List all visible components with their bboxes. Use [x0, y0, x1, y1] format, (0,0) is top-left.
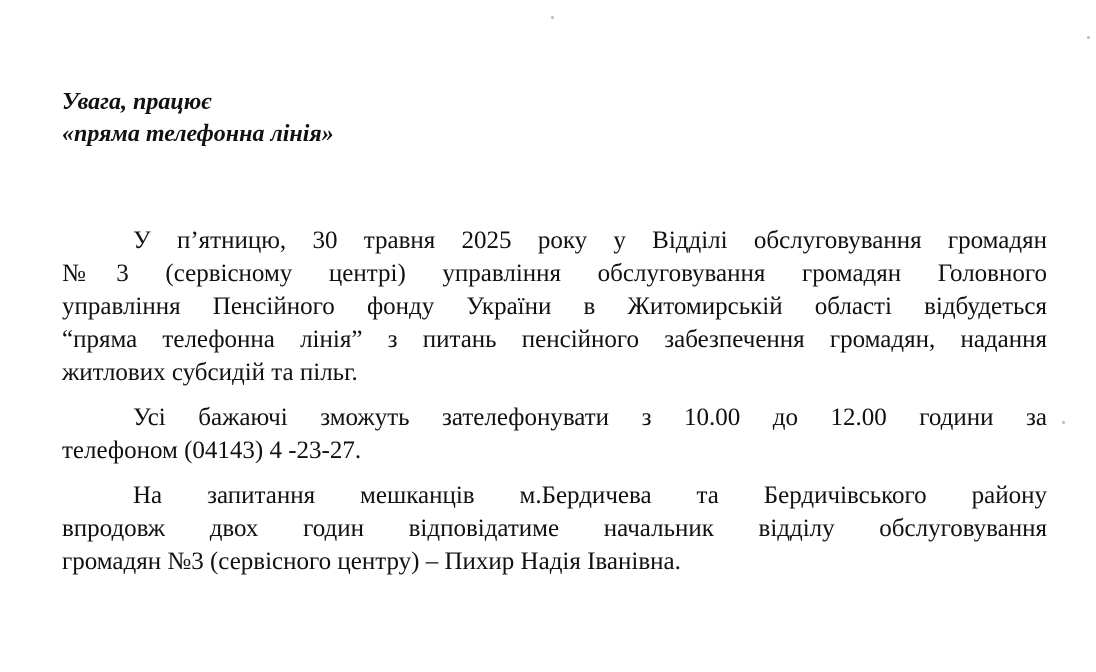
- notice-body: [62, 224, 1047, 590]
- text-line: №3 (сервісному центрі) управління обслуговування громадян Головного: [62, 260, 1047, 287]
- text-line: “пряма телефонна лінія” з питань пенсійного забезпечення громадян, надання: [62, 326, 1047, 353]
- heading-line-1: Увага, працює: [62, 89, 212, 115]
- scan-speck: [1087, 36, 1090, 39]
- paragraph-announcement: [62, 224, 1047, 389]
- text-line: У п’ятницю, 30 травня 2025 року у Відділі обслуговування громадян: [133, 227, 1047, 254]
- text-line: впродовж двох годин відповідатиме начальник відділу обслуговування: [62, 515, 1047, 542]
- scan-speck: [1062, 421, 1065, 424]
- heading-line-2: «пряма телефонна лінія»: [62, 121, 334, 147]
- text-line: громадян №3 (сервісного центру) – Пихир Надія Іванівна.: [62, 548, 681, 575]
- text-line: управління Пенсійного фонду України в Житомирській області відбудеться: [62, 293, 1047, 320]
- text-line: житлових субсидій та пільг.: [62, 359, 358, 386]
- text-line: телефоном (04143) 4 -23-27.: [62, 437, 362, 464]
- text-line: Усі бажаючі зможуть зателефонувати з 10.00 до 12.00 години за: [133, 404, 1047, 431]
- paragraph-phone: [62, 401, 1047, 467]
- notice-heading: [62, 86, 334, 150]
- paragraph-responder: [62, 479, 1047, 578]
- text-line: На запитання мешканців м.Бердичева та Бердичівського району: [133, 482, 1047, 509]
- scan-speck: [551, 16, 554, 19]
